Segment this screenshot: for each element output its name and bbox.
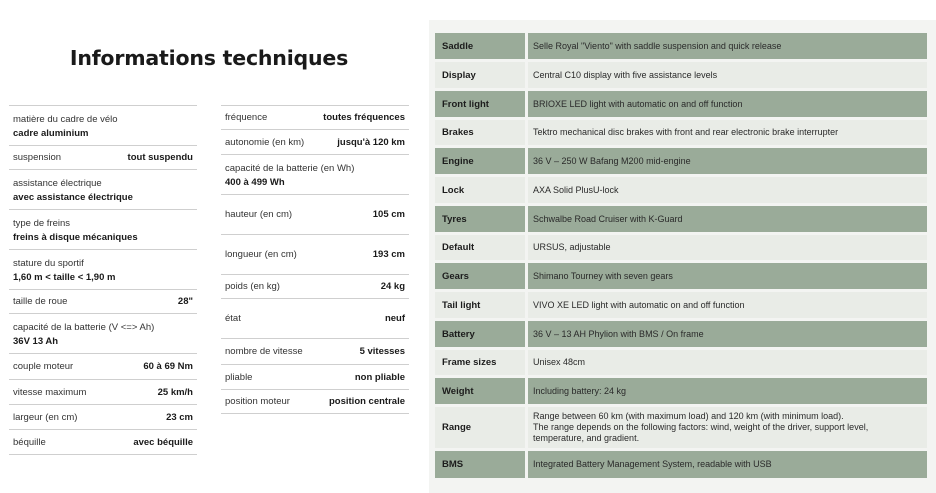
spec-value: 36V 13 Ah: [13, 336, 59, 347]
spec-table-key: Tail light: [435, 292, 525, 318]
spec-label: assistance électrique: [13, 178, 102, 189]
spec-table-value: Integrated Battery Management System, readable with USB: [528, 451, 927, 478]
spec-value: position centrale: [328, 396, 405, 407]
spec-row: [9, 169, 197, 209]
spec-label: béquille: [13, 436, 46, 448]
spec-table-key: Engine: [435, 148, 525, 174]
spec-value: non pliable: [354, 371, 405, 383]
spec-row: [221, 194, 409, 234]
spec-table-value: Including battery: 24 kg: [528, 378, 927, 404]
spec-value: tout suspendu: [127, 152, 193, 163]
spec-label: couple moteur: [13, 361, 74, 372]
spec-table-value: Range between 60 km (with maximum load) and 120 km (with minimum load). The range depends on the following factors: wind, weight of the driver, support level, temperature, and gradient.: [528, 407, 927, 448]
left-spec-column: [9, 105, 197, 455]
spec-table-row: [435, 451, 927, 478]
spec-label: position moteur: [225, 396, 290, 407]
spec-table-value: Schwalbe Road Cruiser with K-Guard: [528, 206, 927, 232]
spec-value: 400 à 499 Wh: [225, 177, 285, 188]
spec-value: neuf: [384, 313, 405, 324]
spec-label: pliable: [225, 371, 253, 383]
spec-label: type de freins: [13, 218, 71, 229]
spec-value: 60 à 69 Nm: [143, 361, 193, 372]
spec-table-key: Display: [435, 62, 525, 88]
spec-table-key: Brakes: [435, 120, 525, 145]
spec-value: avec assistance électrique: [13, 192, 133, 203]
spec-table-value: Shimano Tourney with seven gears: [528, 263, 927, 289]
spec-value: jusqu'à 120 km: [337, 136, 405, 148]
spec-table-row: [435, 120, 927, 145]
spec-value: 5 vitesses: [359, 346, 405, 357]
spec-table-value: Tektro mechanical disc brakes with front and rear electronic brake interrupter: [528, 120, 927, 145]
spec-row: [9, 313, 197, 353]
spec-table-key: Front light: [435, 91, 525, 117]
spec-label: vitesse maximum: [13, 386, 87, 398]
spec-label: suspension: [13, 152, 62, 163]
spec-table-row: [435, 407, 927, 448]
spec-table-key: Battery: [435, 321, 525, 347]
spec-value: 25 km/h: [157, 386, 193, 398]
spec-table-value: 36 V – 250 W Bafang M200 mid-engine: [528, 148, 927, 174]
right-spec-column: [221, 105, 409, 414]
spec-label: poids (en kg): [225, 281, 280, 292]
spec-table-value: Unisex 48cm: [528, 350, 927, 375]
spec-table-row: [435, 350, 927, 375]
spec-value: toutes fréquences: [323, 112, 405, 123]
spec-table-value: Selle Royal "Viento" with saddle suspension and quick release: [528, 33, 927, 59]
spec-row: [9, 379, 197, 404]
spec-row: [221, 274, 409, 298]
spec-label: état: [225, 313, 241, 324]
spec-row: [9, 353, 197, 379]
spec-row: [9, 105, 197, 145]
spec-label: matière du cadre de vélo: [13, 114, 118, 125]
spec-table-key: Tyres: [435, 206, 525, 232]
spec-table-value: Central C10 display with five assistance levels: [528, 62, 927, 88]
spec-value: cadre aluminium: [13, 128, 89, 139]
spec-row: [9, 404, 197, 429]
spec-table-row: [435, 177, 927, 203]
spec-row: [9, 249, 197, 289]
spec-table-key: BMS: [435, 451, 525, 478]
page-title: Informations techniques: [69, 46, 349, 70]
spec-value: avec béquille: [133, 436, 193, 448]
spec-table-row: [435, 235, 927, 260]
spec-table-value: VIVO XE LED light with automatic on and off function: [528, 292, 927, 318]
spec-table-key: Saddle: [435, 33, 525, 59]
spec-label: capacité de la batterie (en Wh): [225, 163, 355, 174]
spec-label: largeur (en cm): [13, 411, 78, 423]
spec-value: 105 cm: [372, 209, 405, 220]
spec-table-row: [435, 378, 927, 404]
spec-label: taille de roue: [13, 296, 68, 307]
spec-table-key: Gears: [435, 263, 525, 289]
spec-label: longueur (en cm): [225, 249, 297, 260]
spec-row: [221, 364, 409, 389]
spec-table-key: Default: [435, 235, 525, 260]
spec-table-value: URSUS, adjustable: [528, 235, 927, 260]
spec-row: [221, 234, 409, 274]
spec-table-key: Weight: [435, 378, 525, 404]
spec-table-row: [435, 263, 927, 289]
spec-table-row: [435, 91, 927, 117]
spec-label: stature du sportif: [13, 258, 84, 269]
spec-row: [221, 129, 409, 154]
spec-table-row: [435, 321, 927, 347]
spec-table-value: BRIOXE LED light with automatic on and off function: [528, 91, 927, 117]
spec-row: [221, 154, 409, 194]
spec-table-value: AXA Solid PlusU-lock: [528, 177, 927, 203]
spec-value: 24 kg: [380, 281, 405, 292]
spec-row: [221, 105, 409, 129]
spec-row: [9, 289, 197, 313]
spec-table-key: Frame sizes: [435, 350, 525, 375]
spec-row: [9, 429, 197, 455]
spec-table-key: Lock: [435, 177, 525, 203]
spec-label: hauteur (en cm): [225, 209, 293, 220]
spec-label: nombre de vitesse: [225, 346, 303, 357]
spec-value: freins à disque mécaniques: [13, 232, 138, 243]
spec-value: 1,60 m < taille < 1,90 m: [13, 272, 116, 283]
spec-value: 23 cm: [166, 411, 193, 423]
spec-row: [221, 338, 409, 364]
spec-value: 193 cm: [372, 249, 405, 260]
spec-row: [9, 209, 197, 249]
spec-table-row: [435, 292, 927, 318]
spec-label: autonomie (en km): [225, 136, 305, 148]
spec-label: fréquence: [225, 112, 268, 123]
spec-row: [9, 145, 197, 169]
spec-row: [221, 389, 409, 414]
spec-table-row: [435, 62, 927, 88]
spec-table-row: [435, 206, 927, 232]
spec-value: 28": [177, 296, 193, 307]
spec-table-row: [435, 148, 927, 174]
spec-table-value: 36 V – 13 AH Phylion with BMS / On frame: [528, 321, 927, 347]
spec-row: [221, 298, 409, 338]
spec-table-row: [435, 33, 927, 59]
spec-label: capacité de la batterie (V <=> Ah): [13, 322, 155, 333]
spec-table-key: Range: [435, 407, 525, 448]
